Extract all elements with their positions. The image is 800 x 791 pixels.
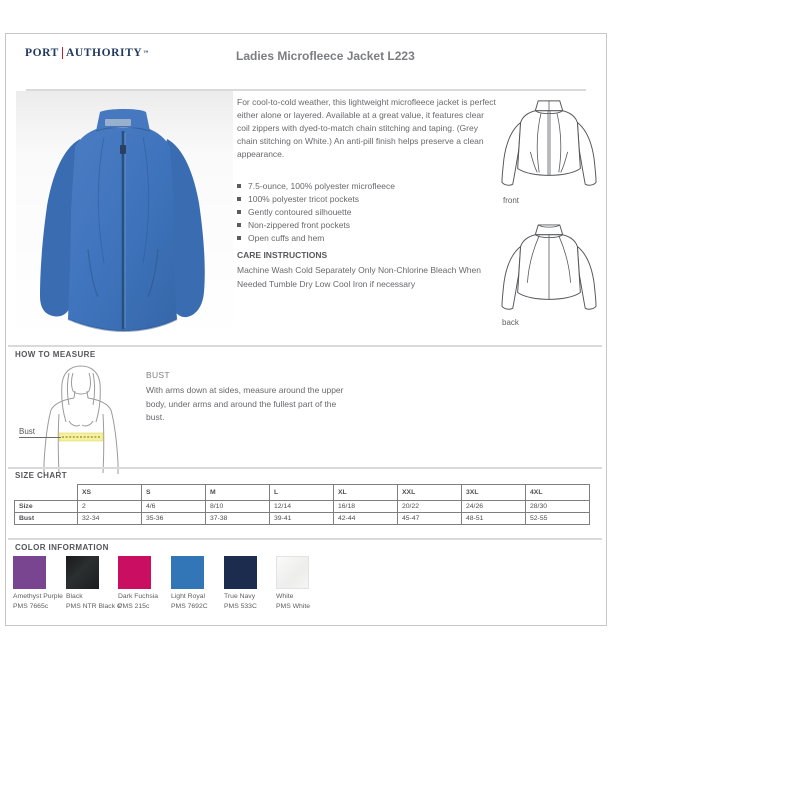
column-header: XXL (398, 485, 462, 501)
feature-item: Gently contoured silhouette (237, 206, 395, 219)
bust-cell: 42-44 (334, 513, 398, 525)
color-name: White (276, 593, 294, 600)
color-swatch (13, 556, 46, 589)
row-label: Size (15, 501, 78, 513)
bust-cell: 37-38 (206, 513, 270, 525)
table-row-bust (15, 513, 590, 525)
bullet-square-icon (237, 184, 241, 188)
page-title: Ladies Microfleece Jacket L223 (236, 49, 415, 63)
product-photo-jacket (16, 91, 233, 341)
color-name: Black (66, 593, 83, 600)
column-header: S (142, 485, 206, 501)
logo-word-port: PORT (25, 47, 59, 59)
color-pms-code: PMS 533C (224, 603, 257, 610)
logo-word-authority: AUTHORITY (65, 47, 143, 59)
column-header: 3XL (462, 485, 526, 501)
column-header: L (270, 485, 334, 501)
column-header: XS (78, 485, 142, 501)
bust-cell: 35-36 (142, 513, 206, 525)
figure-bust-label: Bust (19, 427, 36, 436)
bullet-square-icon (237, 223, 241, 227)
size-cell: 16/18 (334, 501, 398, 513)
color-option-white (276, 556, 332, 610)
color-name: Amethyst Purple (13, 593, 63, 600)
jacket-back-sketch (495, 222, 603, 317)
care-instructions-text: Machine Wash Cold Separately Only Non-Chlorine Bleach When Needed Tumble Dry Low Cool Iron if necessary (237, 265, 481, 289)
feature-item: Non-zippered front pockets (237, 219, 395, 232)
feature-list (237, 180, 395, 245)
size-cell: 24/26 (462, 501, 526, 513)
color-option-true-navy (224, 556, 280, 610)
bullet-square-icon (237, 210, 241, 214)
color-option-amethyst-purple (13, 556, 69, 610)
size-cell: 8/10 (206, 501, 270, 513)
bullet-square-icon (237, 236, 241, 240)
column-header: M (206, 485, 270, 501)
logo-red-divider (62, 47, 63, 59)
spec-sheet (5, 33, 607, 626)
size-cell: 2 (78, 501, 142, 513)
color-swatch (276, 556, 309, 589)
feature-item: Open cuffs and hem (237, 232, 395, 245)
bust-cell: 32-34 (78, 513, 142, 525)
size-cell: 28/30 (526, 501, 590, 513)
feature-item: 7.5-ounce, 100% polyester microfleece (237, 180, 395, 193)
column-header: XL (334, 485, 398, 501)
color-swatch (66, 556, 99, 589)
section-divider (8, 467, 602, 469)
color-name: Dark Fuchsia (118, 593, 159, 600)
front-view-label: front (503, 196, 520, 205)
blank-header-cell (15, 485, 78, 501)
color-name: True Navy (224, 593, 256, 600)
color-swatch (224, 556, 257, 589)
bust-cell: 39-41 (270, 513, 334, 525)
color-pms-code: PMS 7692C (171, 603, 208, 610)
color-option-black (66, 556, 122, 610)
bullet-square-icon (237, 197, 241, 201)
color-swatch (118, 556, 151, 589)
column-header: 4XL (526, 485, 590, 501)
bust-cell: 52-55 (526, 513, 590, 525)
bust-heading: BUST (146, 370, 170, 380)
size-chart-header-row (15, 485, 590, 501)
trademark-symbol: ™ (143, 50, 149, 56)
color-pms-code: PMS White (276, 603, 310, 610)
color-pms-code: PMS NTR Black C (66, 603, 122, 610)
color-name: Light Royal (171, 593, 206, 600)
bust-cell: 48-51 (462, 513, 526, 525)
size-cell: 4/6 (142, 501, 206, 513)
color-information-heading: COLOR INFORMATION (15, 543, 109, 552)
port-authority-logo (25, 47, 149, 59)
size-chart-heading: SIZE CHART (15, 471, 67, 480)
jacket-front-sketch (495, 97, 603, 194)
color-pms-code: PMS 215c (118, 603, 150, 610)
product-description: For cool-to-cold weather, this lightweight microfleece jacket is perfect either alone or layered. Available at a great value, it features clear coil zippers with dyed-to-match chain stitching and taping. (Grey chain stitching on White.) An anti-pill finish helps preserve a clean appearance. (237, 97, 496, 159)
bust-pointer-line (19, 437, 61, 438)
care-instructions-heading: CARE INSTRUCTIONS (237, 250, 328, 260)
section-divider (8, 538, 602, 540)
back-view-label: back (502, 318, 519, 327)
section-divider (8, 345, 602, 347)
bust-cell: 45-47 (398, 513, 462, 525)
table-row-size (15, 501, 590, 513)
size-chart-table (14, 484, 590, 525)
row-label: Bust (15, 513, 78, 525)
measure-figure (31, 363, 131, 475)
bust-instructions: With arms down at sides, measure around the upper body, under arms and around the fullest part of the bust. (146, 385, 344, 422)
size-cell: 12/14 (270, 501, 334, 513)
color-option-light-royal (171, 556, 227, 610)
size-cell: 20/22 (398, 501, 462, 513)
color-swatch (171, 556, 204, 589)
feature-item: 100% polyester tricot pockets (237, 193, 395, 206)
color-option-dark-fuchsia (118, 556, 174, 610)
how-to-measure-heading: HOW TO MEASURE (15, 350, 96, 359)
color-pms-code: PMS 7665c (13, 603, 49, 610)
